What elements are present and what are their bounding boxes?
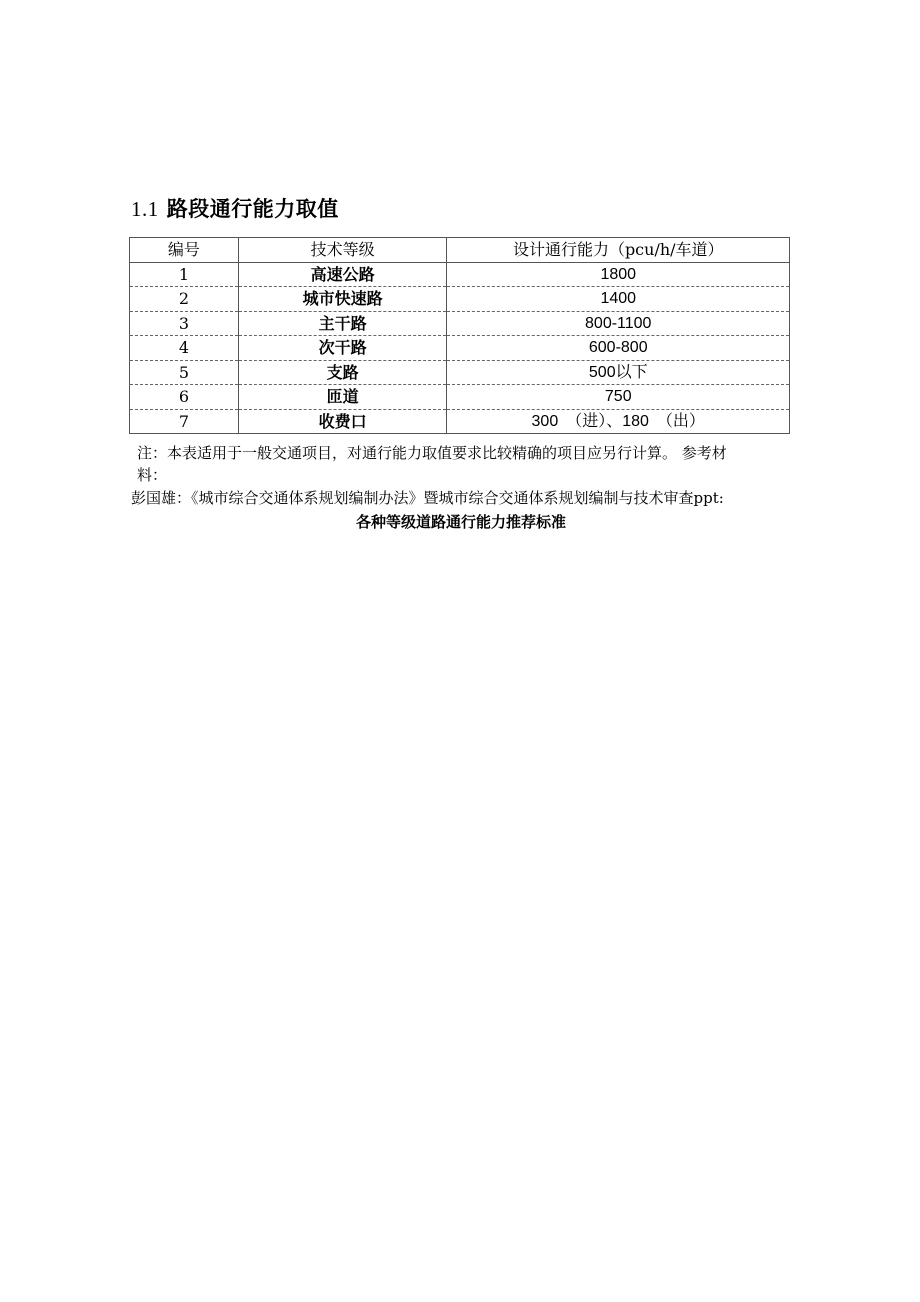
row-number: 5 — [130, 360, 239, 385]
row-number: 4 — [130, 336, 239, 361]
table-note — [131, 442, 791, 533]
row-capacity: 800-1100 — [447, 311, 790, 336]
row-capacity: 300 （进）、180 （出） — [447, 409, 790, 434]
table-row — [130, 409, 790, 434]
row-number: 6 — [130, 385, 239, 410]
reference-source: 彭国雄：《城市综合交通体系规划编制办法》暨城市综合交通体系规划编制与技术审查ppt: — [131, 489, 724, 507]
row-number: 7 — [130, 409, 239, 434]
row-number: 1 — [130, 262, 239, 287]
row-capacity: 600-800 — [447, 336, 790, 361]
header-grade: 技术等级 — [238, 238, 447, 263]
header-number: 编号 — [130, 238, 239, 263]
header-capacity: 设计通行能力（pcu/h/车道） — [447, 238, 790, 263]
row-capacity: 1800 — [447, 262, 790, 287]
note-line: 注：本表适用于一般交通项目，对通行能力取值要求比较精确的项目应另行计算。 参考材 — [137, 444, 727, 462]
table-row — [130, 336, 790, 361]
section-heading — [131, 193, 339, 223]
table-row — [130, 311, 790, 336]
row-capacity: 1400 — [447, 287, 790, 312]
table-row — [130, 262, 790, 287]
table-row — [130, 287, 790, 312]
row-number: 3 — [130, 311, 239, 336]
row-number: 2 — [130, 287, 239, 312]
note-line-continued: 料： — [137, 466, 168, 484]
table-header-row — [130, 238, 790, 263]
table-row — [130, 385, 790, 410]
row-grade: 城市快速路 — [238, 287, 447, 312]
reference-title: 各种等级道路通行能力推荐标准 — [355, 513, 566, 531]
table-row — [130, 360, 790, 385]
capacity-table — [129, 237, 790, 434]
row-grade: 匝道 — [238, 385, 447, 410]
row-grade: 收费口 — [238, 409, 447, 434]
row-capacity: 500以下 — [447, 360, 790, 385]
row-grade: 高速公路 — [238, 262, 447, 287]
row-grade: 支路 — [238, 360, 447, 385]
section-title: 路段通行能力取值 — [166, 197, 339, 221]
row-grade: 次干路 — [238, 336, 447, 361]
row-capacity: 750 — [447, 385, 790, 410]
section-number: 1.1 — [131, 197, 159, 221]
row-grade: 主干路 — [238, 311, 447, 336]
